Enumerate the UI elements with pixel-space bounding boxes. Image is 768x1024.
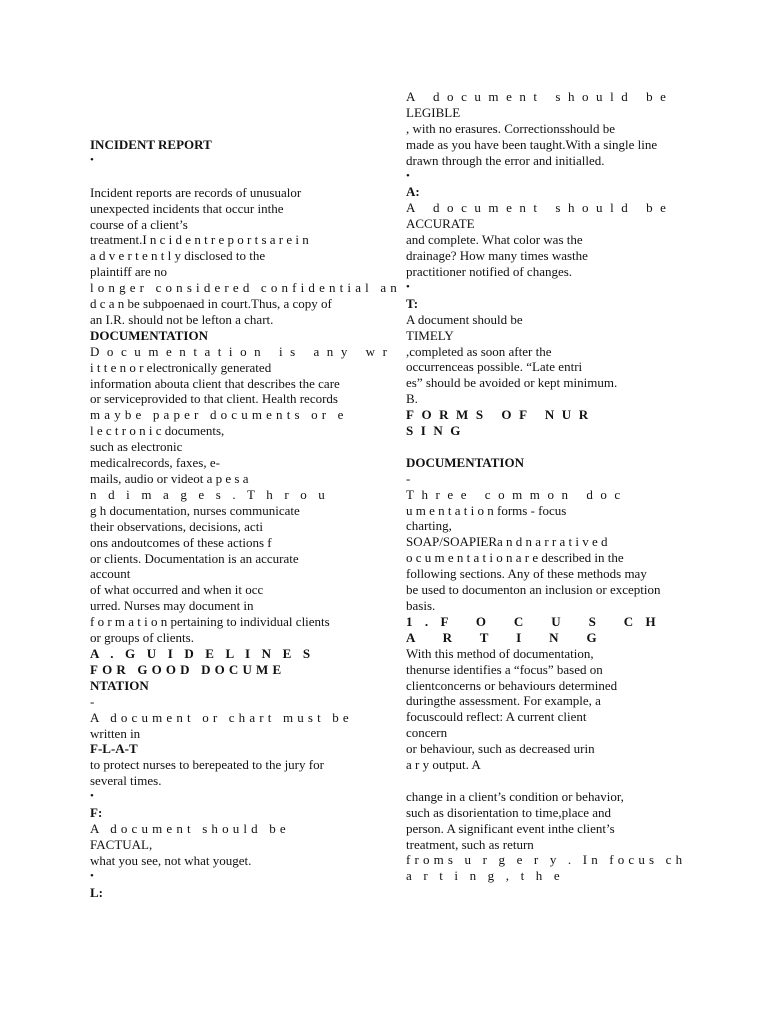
right-text-column	[406, 89, 687, 884]
heading-line: T:	[406, 295, 419, 311]
text-line: plaintiff are no	[90, 264, 168, 280]
heading-line: 1.F O C U S CH	[406, 613, 668, 629]
text-line: TIMELY	[406, 327, 454, 343]
text-line: such as electronic	[90, 439, 183, 455]
text-line: A document should be	[90, 820, 290, 836]
text-line: longer considered confidential an	[90, 280, 401, 296]
text-line: ACCURATE	[406, 216, 475, 232]
heading-line: SING	[406, 423, 468, 439]
text-line: Documentation is any wr	[90, 343, 395, 359]
text-line: A document should be	[406, 89, 674, 104]
text-line	[406, 439, 668, 455]
text-line: , with no erasures. Correctionsshould be	[406, 120, 616, 136]
text-line: mails, audio or videot a p e s a	[90, 471, 249, 487]
text-line: account	[90, 566, 131, 582]
text-line: o c u m e n t a t i o n a r e described in the	[406, 550, 624, 566]
text-line: concern	[406, 725, 448, 741]
text-line: LEGIBLE	[406, 104, 461, 120]
text-line: B.	[406, 391, 418, 407]
text-line: what you see, not what youget.	[90, 852, 252, 868]
text-line: an I.R. should not be lefton a chart.	[90, 311, 274, 327]
text-line: unexpected incidents that occur inthe	[90, 200, 284, 216]
text-line: treatment.I n c i d e n t r e p o r t s a r e i n	[90, 232, 309, 248]
text-line: es” should be avoided or kept minimum.	[406, 375, 618, 391]
text-line: n d i m a g e s . T h r o u	[90, 486, 329, 502]
text-line: such as disorientation to time,place and	[406, 804, 612, 820]
bullet-marker: •	[406, 169, 410, 182]
text-line: occurrenceas possible. “Late entri	[406, 359, 583, 375]
text-line: change in a client’s condition or behavior,	[406, 788, 624, 804]
heading-line: INCIDENT REPORT	[90, 137, 212, 152]
text-line: g h documentation, nurses communicate	[90, 502, 300, 518]
text-line: charting,	[406, 518, 452, 534]
text-line: A document or chart must be	[90, 709, 353, 725]
heading-line: FORMS OF NUR	[406, 407, 596, 423]
text-line: FACTUAL,	[90, 836, 153, 852]
text-line: A document should be	[406, 200, 674, 216]
heading-line: FOR GOOD DOCUME	[90, 661, 286, 677]
text-line: thenurse identifies a “focus” based on	[406, 661, 603, 677]
heading-line: NTATION	[90, 677, 149, 693]
text-line: -	[90, 693, 95, 709]
text-line: drainage? How many times wasthe	[406, 248, 588, 264]
heading-line: A . G U I D E L I N E S	[90, 645, 315, 661]
text-line: -	[406, 470, 411, 486]
text-line: or serviceprovided to that client. Health records	[90, 391, 338, 407]
text-line: information abouta client that describes the care	[90, 375, 340, 391]
text-line: or behaviour, such as decreased urin	[406, 741, 595, 757]
text-line: Incident reports are records of unusualor	[90, 184, 302, 200]
heading-line: DOCUMENTATION	[90, 327, 208, 343]
text-line: a d v e r t e n t l y disclosed to the	[90, 248, 266, 264]
heading-line: A R T I N G	[406, 629, 609, 645]
left-text-column	[90, 137, 401, 900]
bullet-marker: •	[406, 280, 410, 293]
text-line: course of a client’s	[90, 216, 188, 232]
text-line: A document should be	[406, 311, 523, 327]
text-line: medicalrecords, faxes, e-	[90, 455, 220, 471]
text-line: Three common doc	[406, 486, 628, 502]
heading-line: DOCUMENTATION	[406, 454, 524, 470]
bullet-marker: •	[90, 869, 94, 882]
text-line	[90, 169, 352, 185]
text-line	[406, 773, 668, 789]
text-line: ,completed as soon after the	[406, 343, 552, 359]
text-line: SOAP/SOAPIERa n d n a r r a t i v e d	[406, 534, 608, 550]
text-line: a r y output. A	[406, 757, 481, 773]
text-line: and complete. What color was the	[406, 232, 583, 248]
text-line: several times.	[90, 773, 162, 789]
text-line: written in	[90, 725, 141, 741]
text-line: be used to documenton an inclusion or exception	[406, 582, 661, 598]
text-line: drawn through the error and initialled.	[406, 152, 605, 168]
text-line: following sections. Any of these methods may	[406, 566, 647, 582]
heading-line: F:	[90, 805, 103, 821]
heading-line: L:	[90, 884, 103, 900]
text-line: clientconcerns or behaviours determined	[406, 677, 618, 693]
text-line: maybe paper documents or e	[90, 407, 348, 423]
text-line: or clients. Documentation is an accurate	[90, 550, 299, 566]
text-line: d c a n be subpoenaed in court.Thus, a copy of	[90, 296, 332, 312]
text-line: of what occurred and when it occ	[90, 582, 264, 598]
text-line: focuscould reflect: A current client	[406, 709, 587, 725]
text-line: treatment, such as return	[406, 836, 534, 852]
text-line: to protect nurses to berepeated to the jury for	[90, 757, 324, 773]
text-line: practitioner notified of changes.	[406, 263, 573, 279]
text-line: person. A significant event inthe client’s	[406, 820, 615, 836]
text-line: their observations, decisions, acti	[90, 518, 263, 534]
heading-line: A:	[406, 184, 420, 200]
text-line: basis.	[406, 597, 436, 613]
text-line: froms u r g e r y . In focus ch	[406, 852, 687, 868]
text-line: or groups of clients.	[90, 630, 194, 646]
text-line: i t t e n o r electronically generated	[90, 359, 272, 375]
text-line: a r t i n g , t h e	[406, 868, 564, 884]
text-line: l e c t r o n i c documents,	[90, 423, 225, 439]
text-line: duringthe assessment. For example, a	[406, 693, 601, 709]
text-line: With this method of documentation,	[406, 645, 594, 661]
text-line: urred. Nurses may document in	[90, 598, 254, 614]
heading-line: F-L-A-T	[90, 741, 138, 757]
text-line: made as you have been taught.With a single line	[406, 136, 658, 152]
bullet-marker: •	[90, 153, 94, 166]
text-line: u m e n t a t i o n forms - focus	[406, 502, 567, 518]
text-line: f o r m a t i o n pertaining to individual clients	[90, 614, 330, 630]
bullet-marker: •	[90, 790, 94, 803]
text-line: ons andoutcomes of these actions f	[90, 534, 272, 550]
